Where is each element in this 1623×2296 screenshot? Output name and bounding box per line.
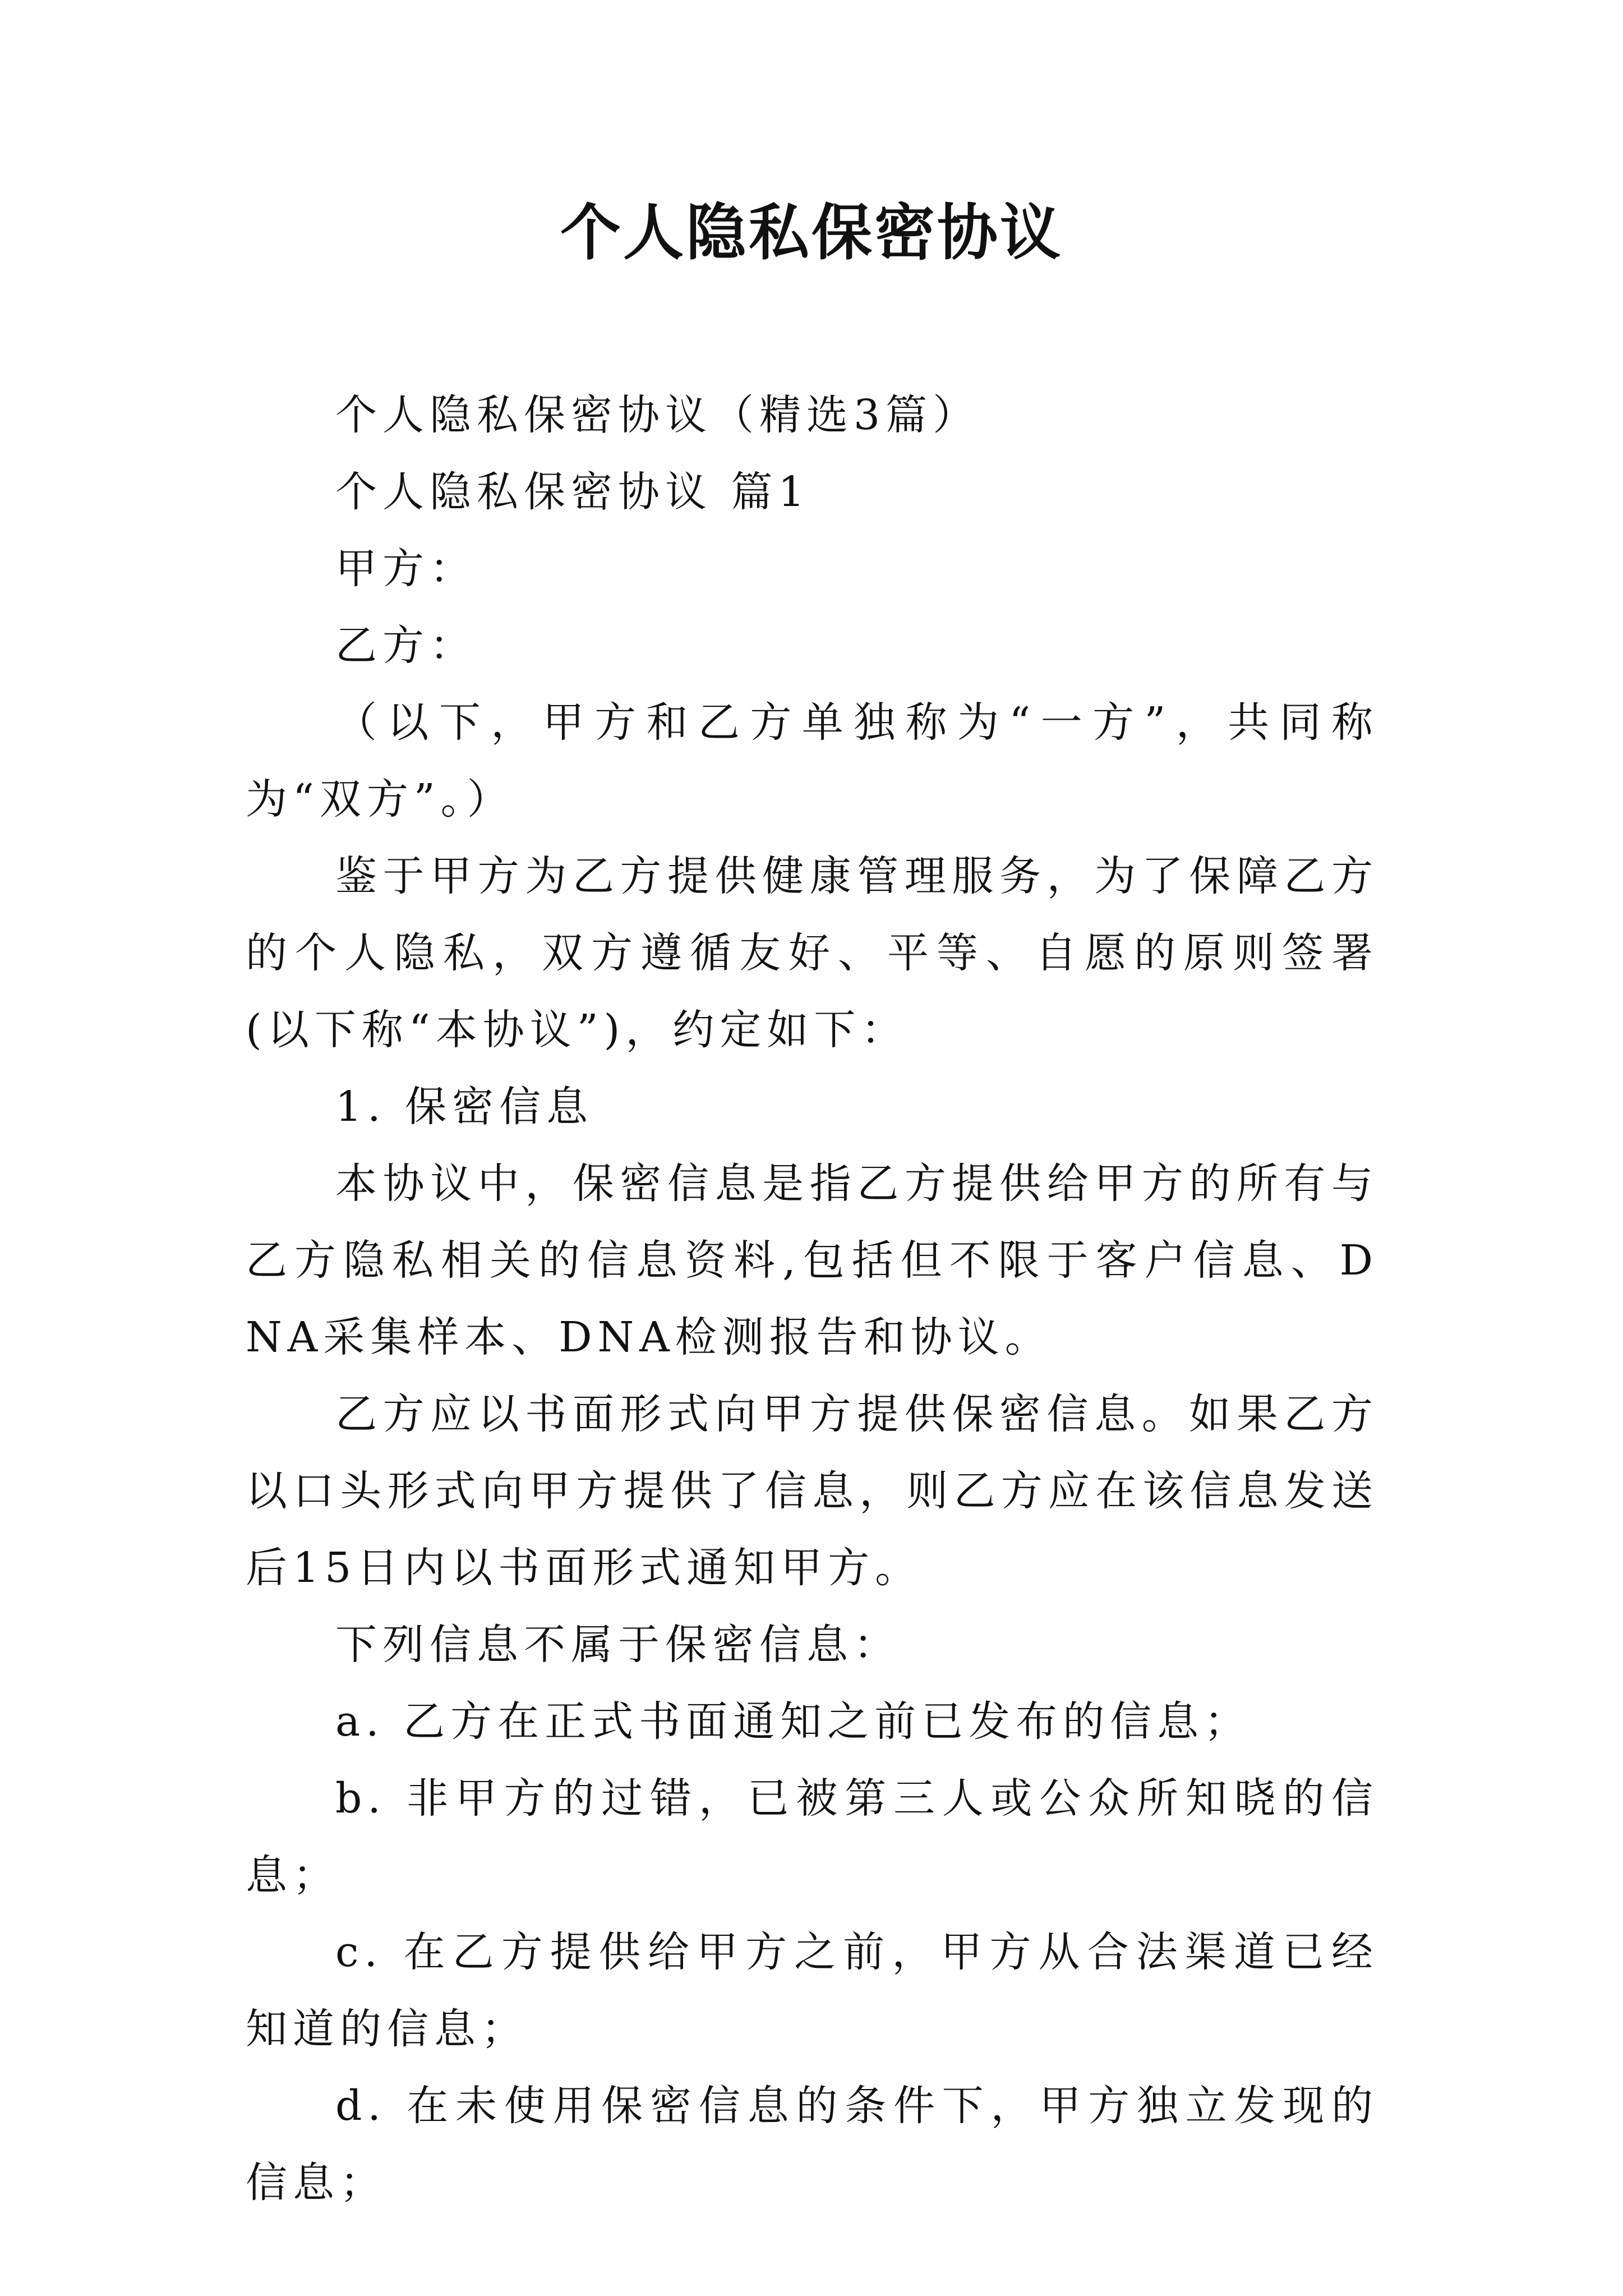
paragraph-preamble: 鉴于甲方为乙方提供健康管理服务，为了保障乙方的个人隐私，双方遵循友好、平等、自愿的原则签署(以下称“本协议”)，约定如下：: [246, 852, 1378, 1054]
document-title: 个人隐私保密协议: [560, 197, 1063, 268]
document-body: [246, 377, 1378, 2221]
paragraph-collection-heading: 个人隐私保密协议（精选3篇）: [335, 391, 980, 439]
paragraph-definitions: （以下，甲方和乙方单独称为“一方”，共同称为“双方”。）: [246, 698, 1378, 823]
paragraph-party-b: 乙方：: [335, 622, 477, 670]
paragraph-exclusions-intro: 下列信息不属于保密信息：: [335, 1621, 901, 1669]
paragraph-part-heading: 个人隐私保密协议 篇1: [335, 468, 810, 516]
list-item-d: d. 在未使用保密信息的条件下，甲方独立发现的信息；: [246, 2082, 1378, 2207]
paragraph-written-form: 乙方应以书面形式向甲方提供保密信息。如果乙方以口头形式向甲方提供了信息，则乙方应在该信息发送后15日内以书面形式通知甲方。: [246, 1390, 1378, 1592]
list-item-b: b. 非甲方的过错，已被第三人或公众所知晓的信息；: [246, 1774, 1378, 1899]
paragraph-party-a: 甲方：: [335, 545, 477, 593]
paragraph-confidential-definition: 本协议中，保密信息是指乙方提供给甲方的所有与乙方隐私相关的信息资料,包括但不限于客户信息、DNA采集样本、DNA检测报告和协议。: [246, 1159, 1378, 1361]
list-item-c: c. 在乙方提供给甲方之前，甲方从合法渠道已经知道的信息；: [246, 1928, 1378, 2053]
list-item-a: a. 乙方在正式书面通知之前已发布的信息；: [335, 1697, 1252, 1746]
section-heading-confidential-info: 1. 保密信息: [335, 1083, 594, 1131]
